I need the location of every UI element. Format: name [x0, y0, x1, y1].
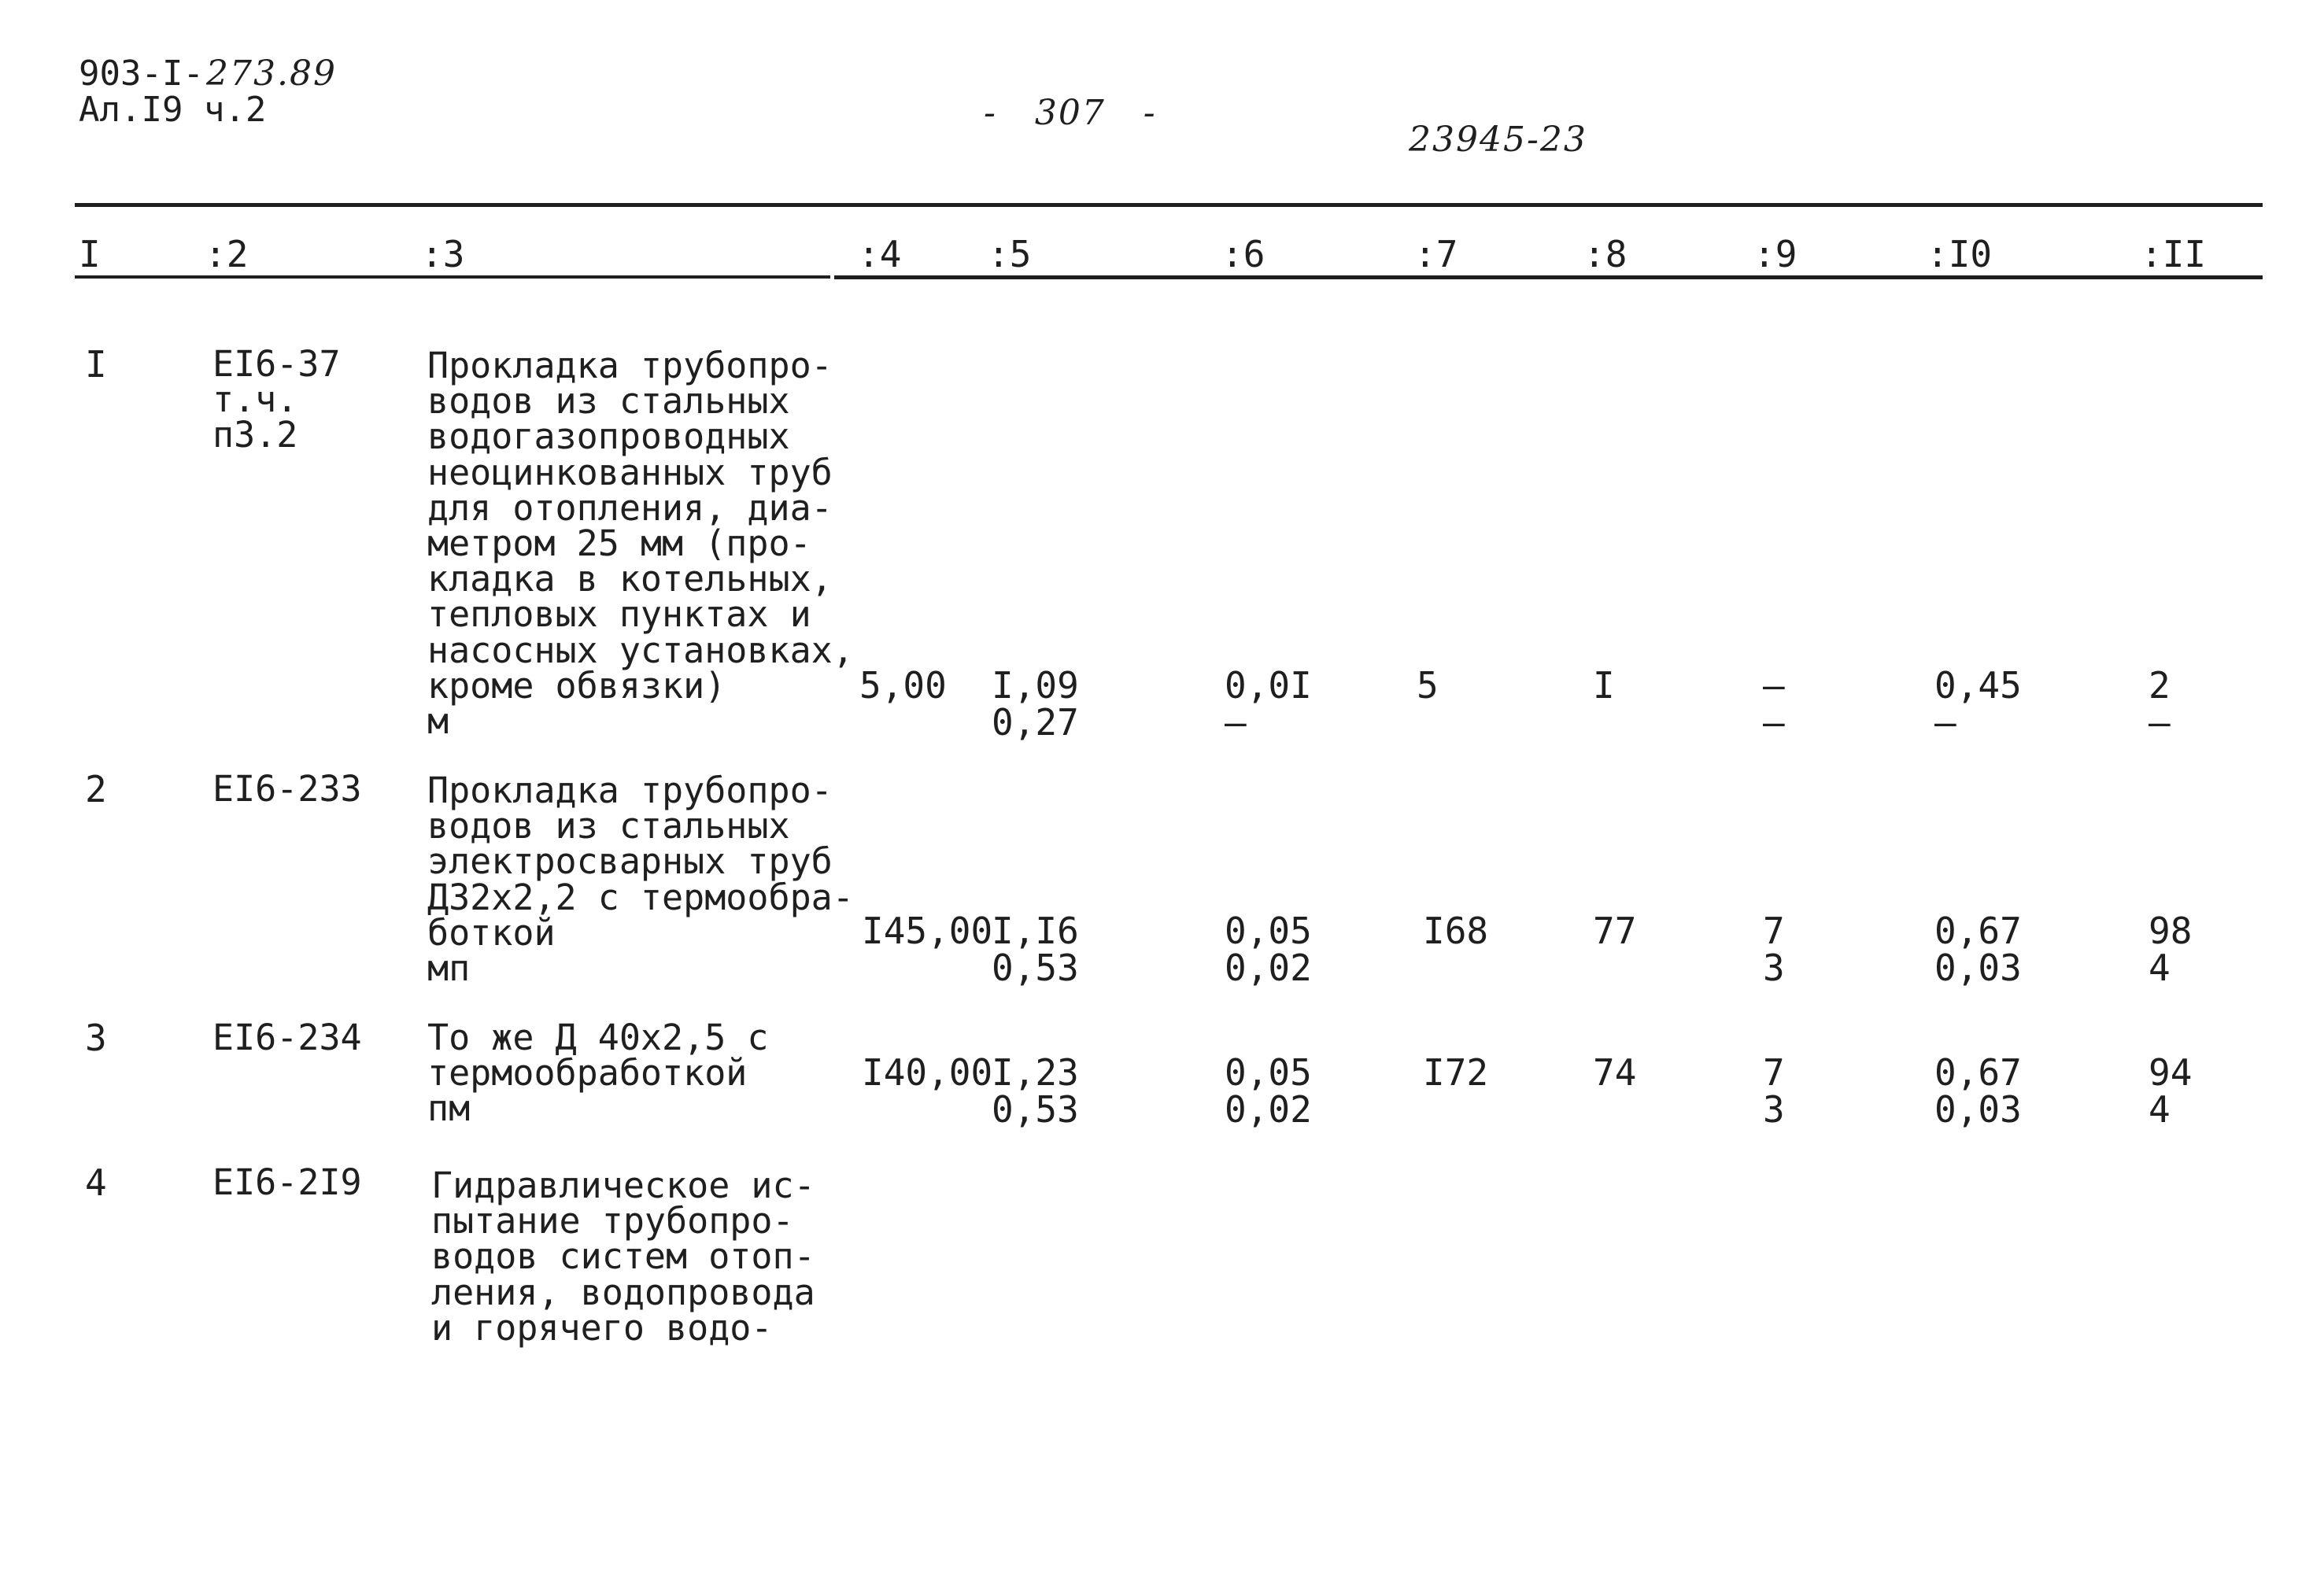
row-col10: 0,67 0,03 — [1934, 910, 2022, 989]
row-code: EI6-2I9 — [212, 1161, 362, 1203]
row-col8: 74 — [1593, 1051, 1637, 1094]
doc-number-handwritten: 273.89 — [206, 54, 337, 94]
row-col9: 7 3 — [1763, 1051, 1785, 1131]
col-header-4: :4 — [858, 233, 902, 275]
col-header-2: :2 — [205, 233, 249, 275]
top-rule — [75, 203, 2263, 207]
doc-code: 23945-23 — [1409, 120, 1587, 160]
row-col7: 5 — [1417, 664, 1439, 707]
row-col4: 5,00 — [859, 664, 947, 707]
col-header-6: :6 — [1221, 233, 1265, 275]
col-header-10: :I0 — [1927, 233, 1993, 275]
row-col6: 0,0I – — [1225, 664, 1312, 744]
page-number: - 307 - — [984, 93, 1157, 133]
col-header-7: :7 — [1414, 233, 1458, 275]
row-col6: 0,05 0,02 — [1225, 1051, 1312, 1131]
row-col8: I — [1593, 664, 1615, 707]
row-number: I — [85, 343, 107, 386]
row-col7: I68 — [1423, 910, 1489, 952]
col-header-3: :3 — [421, 233, 465, 275]
doc-prefix: 903-I- — [79, 54, 204, 94]
row-col6: 0,05 0,02 — [1225, 910, 1312, 989]
row-code: EI6-233 — [212, 768, 362, 810]
row-code: EI6-234 — [212, 1017, 362, 1058]
col-header-11: :II — [2141, 233, 2207, 275]
col-header-1: I — [79, 233, 101, 275]
row-description: Прокладка трубопро- водов из стальных электросварных труб Д32х2,2 с термообра- боткой мп — [427, 770, 854, 990]
header-underline-left — [75, 275, 830, 279]
row-col8: 77 — [1593, 910, 1637, 952]
row-col10: 0,67 0,03 — [1934, 1051, 2022, 1131]
col-header-5: :5 — [988, 233, 1032, 275]
row-col10: 0,45 – — [1934, 664, 2022, 744]
col-header-8: :8 — [1583, 233, 1628, 275]
row-col4: I40,00 — [862, 1051, 993, 1094]
row-col9: 7 3 — [1763, 910, 1785, 989]
row-col4: I45,00 — [862, 910, 993, 952]
row-description: Прокладка трубопро- водов из стальных водогазопроводных неоцинкованных труб для отопления, диа- метром 25 мм (про- кладка в котельных, тепловых пунктах и насосных установках, кроме обвязки) м — [427, 345, 854, 743]
row-col5: I,09 0,27 — [992, 664, 1079, 744]
row-col11: 98 4 — [2148, 910, 2193, 989]
row-col9: – – — [1763, 664, 1785, 744]
row-code: EI6-37 т.ч. п3.2 — [212, 343, 341, 456]
row-description: Гидравлическое ис- пытание трубопро- водов систем отоп- ления, водопровода и горячего водо- — [431, 1165, 815, 1349]
row-number: 2 — [85, 768, 107, 810]
row-col7: I72 — [1423, 1051, 1489, 1094]
row-number: 4 — [85, 1161, 107, 1204]
row-col5: I,23 0,53 — [992, 1051, 1079, 1131]
row-col11: 94 4 — [2148, 1051, 2193, 1131]
row-number: 3 — [85, 1017, 107, 1059]
col-header-9: :9 — [1753, 233, 1797, 275]
header-underline-right — [834, 275, 2263, 279]
album-part: Ал.I9 ч.2 — [79, 90, 267, 130]
row-col11: 2 – — [2148, 664, 2171, 744]
row-col5: I,I6 0,53 — [992, 910, 1079, 989]
row-description: То же Д 40х2,5 с термообработкой пм — [427, 1017, 769, 1130]
